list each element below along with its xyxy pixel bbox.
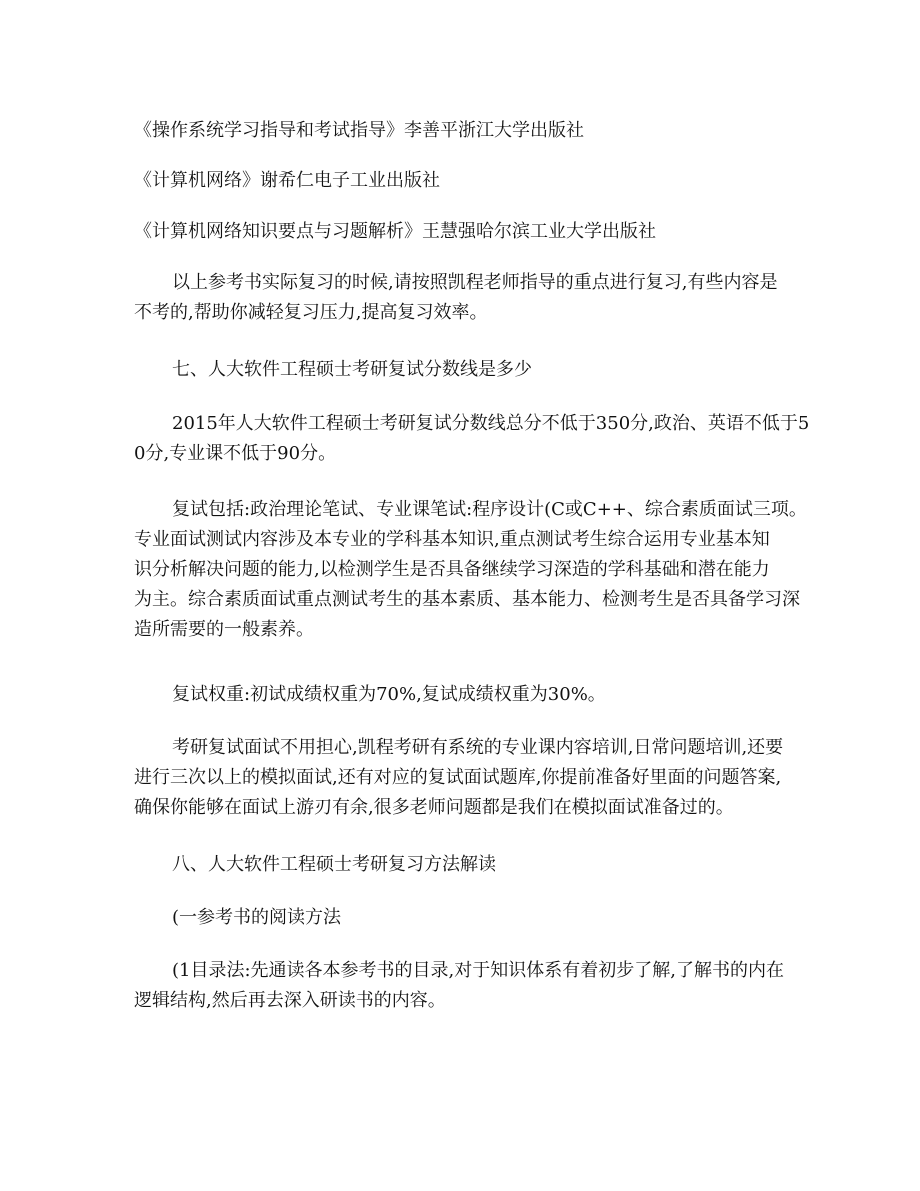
text-line: 《操作系统学习指导和考试指导》李善平浙江大学出版社: [134, 120, 584, 141]
section-heading-8: [172, 850, 776, 880]
section-heading-7: [172, 355, 776, 385]
text-line: 2015年人大软件工程硕士考研复试分数线总分不低于350分,政治、英语不低于5: [172, 413, 810, 434]
interview-paragraph: [134, 733, 784, 823]
text-line: 专业面试测试内容涉及本专业的学科基本知识,重点测试考生综合运用专业基本知: [134, 529, 770, 550]
text-line: 《计算机网络》谢希仁电子工业出版社: [134, 170, 440, 191]
text-line: 0分,专业课不低于90分。: [134, 443, 337, 464]
heading-text: 七、人大软件工程硕士考研复试分数线是多少: [172, 359, 532, 380]
text-line: 复试权重:初试成绩权重为70%,复试成绩权重为30%。: [172, 684, 606, 705]
text-line: (1目录法:先通读各本参考书的目录,对于知识体系有着初步了解,了解书的内在: [172, 960, 784, 981]
review-note-paragraph: [134, 268, 776, 328]
reference-book-os: [134, 116, 776, 146]
text-line: 为主。综合素质面试重点测试考生的基本素质、基本能力、检测考生是否具备学习深: [134, 589, 800, 610]
retest-content-paragraph: [134, 495, 807, 645]
heading-text: (一参考书的阅读方法: [172, 907, 342, 928]
text-line: 《计算机网络知识要点与习题解析》王慧强哈尔滨工业大学出版社: [134, 221, 656, 242]
reference-book-network-guide: [134, 217, 776, 247]
text-line: 考研复试面试不用担心,凯程考研有系统的专业课内容培训,日常问题培训,还要: [172, 737, 784, 758]
text-line: 进行三次以上的模拟面试,还有对应的复试面试题库,你提前准备好里面的问题答案,: [134, 767, 782, 788]
text-line: 以上参考书实际复习的时候,请按照凯程老师指导的重点进行复习,有些内容是: [172, 272, 778, 293]
heading-text: 八、人大软件工程硕士考研复习方法解读: [172, 854, 496, 875]
text-line: 识分析解决问题的能力,以检测学生是否具备继续学习深造的学科基础和潜在能力: [134, 559, 770, 580]
text-line: 逻辑结构,然后再去深入研读书的内容。: [134, 990, 446, 1011]
text-line: 确保你能够在面试上游刃有余,很多老师问题都是我们在模拟面试准备过的。: [134, 797, 734, 818]
reference-book-network: [134, 166, 776, 196]
text-line: 复试包括:政治理论笔试、专业课笔试:程序设计(C或C++、综合素质面试三项。: [172, 499, 807, 520]
retest-weight-paragraph: [172, 680, 776, 710]
text-line: 造所需要的一般素养。: [134, 619, 314, 640]
score-line-paragraph: [134, 409, 810, 469]
text-line: 不考的,帮助你减轻复习压力,提高复习效率。: [134, 302, 488, 323]
subsection-heading-1: [172, 903, 776, 933]
method-paragraph: [134, 956, 784, 1016]
